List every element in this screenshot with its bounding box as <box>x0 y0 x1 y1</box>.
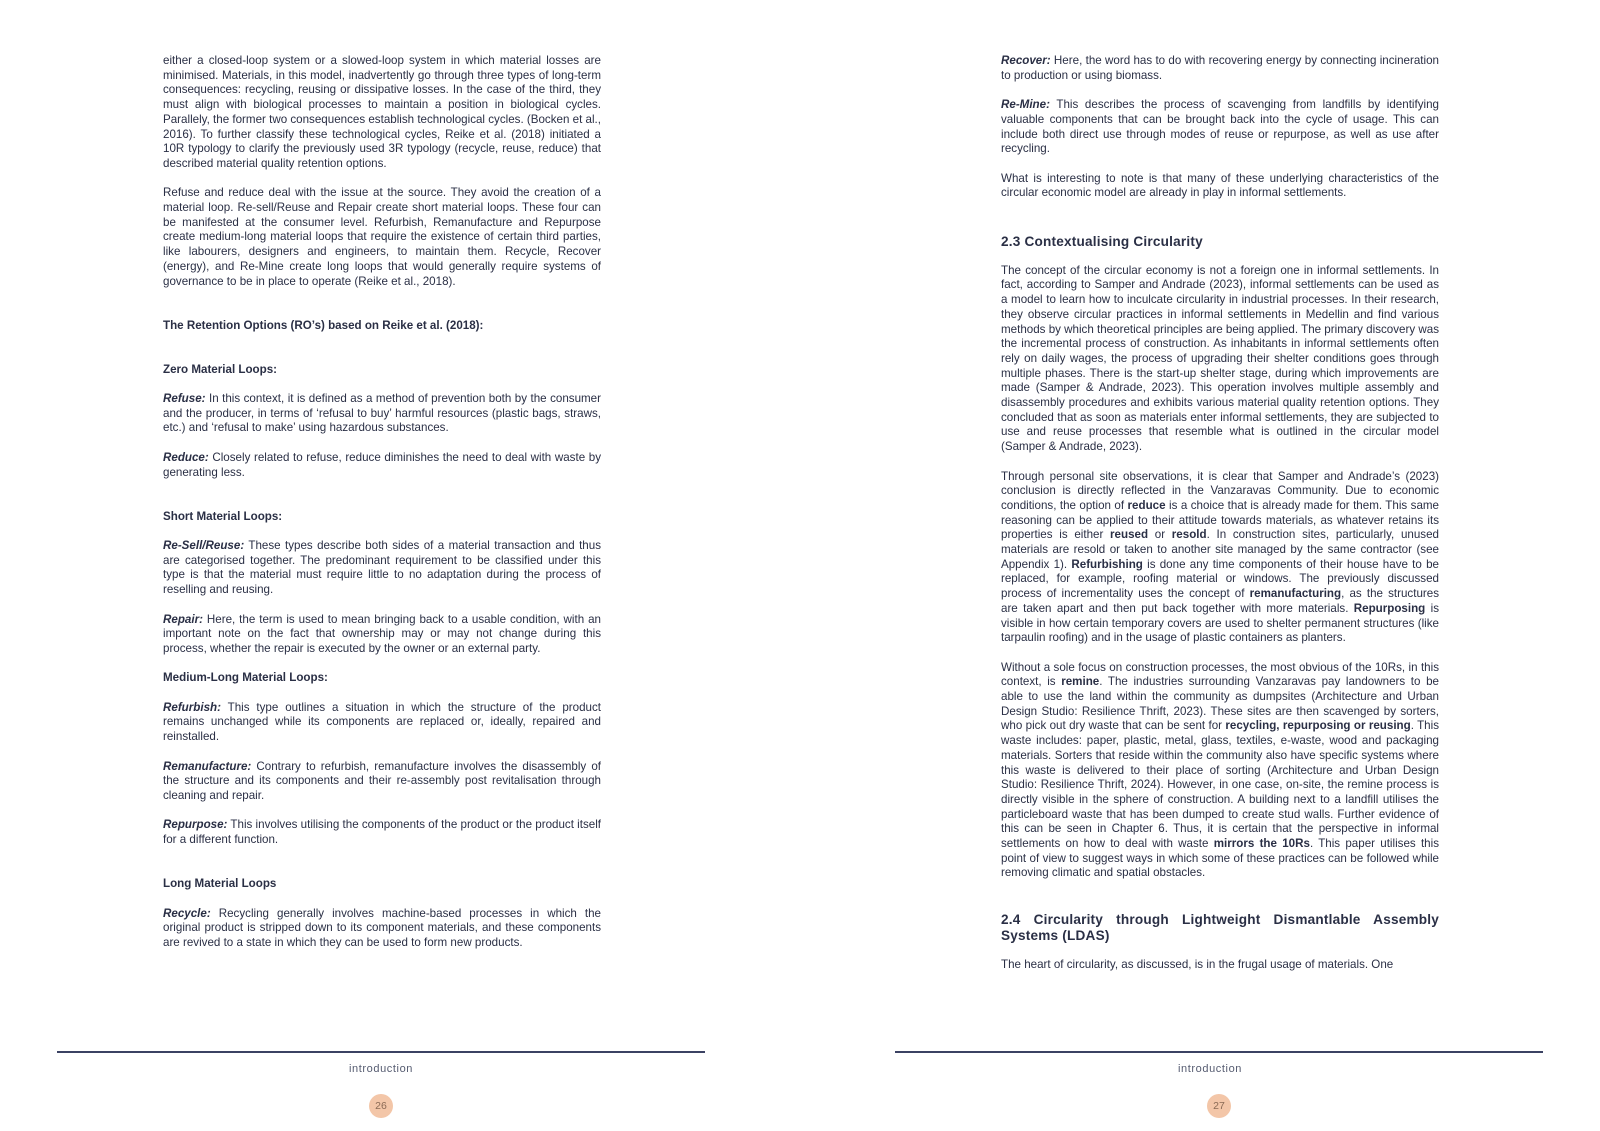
heading-retention-options: The Retention Options (RO’s) based on Reike et al. (2018): <box>163 318 484 332</box>
paragraph-observations <box>1001 470 1439 646</box>
section-heading-2-4: 2.4 Circularity through Lightweight Dismantlable Assembly Systems (LDAS) <box>1001 911 1439 943</box>
emphasis-remine: remine <box>1061 675 1100 689</box>
definition-remanufacture <box>163 760 601 804</box>
right-page <box>800 0 1600 1131</box>
text-run: is done any time components of their house have to be replaced, for example, roofing material or windows. The previously discussed process of incrementality uses the concept of <box>1001 557 1439 601</box>
text-run: or <box>1148 528 1172 542</box>
emphasis-refurbishing: Refurbishing <box>1071 557 1143 571</box>
definition-recycle <box>163 907 601 951</box>
definition-repair <box>163 613 601 657</box>
term-recycle: Recycle: <box>163 906 211 920</box>
emphasis-resold: resold <box>1171 528 1207 542</box>
text-run: . In construction sites, particularly, unused materials are resold or taken to another site managed by the same contractor (see Appendix 1). <box>1001 528 1439 571</box>
emphasis-reduce: reduce <box>1127 498 1166 512</box>
text-run: . This waste includes: paper, plastic, metal, glass, textiles, e-waste, wood and packaging materials. Sorters that reside within the community also have specific systems where this waste is delivered to their place of sorting (Architecture and Urban Design Studio: Resilience Thrift, 2024). However, in one case, on-site, the remine process is directly visible in the sphere of construction. A building next to a landfill utilises the particleboard waste that has been dumped to create stud walls. Further evidence of this can be seen in Chapter 6. Thus, it is certain that the perspective in informal settlements on how to deal with waste <box>1001 719 1439 851</box>
definition-text: Contrary to refurbish, remanufacture involves the disassembly of the structure and its components and their re-assembly post revitalisation through cleaning and repair. <box>163 759 601 802</box>
definition-text: In this context, it is defined as a method of prevention both by the consumer and the producer, in terms of ‘refusal to buy’ harmful resources (plastic bags, straws, etc.) and ‘refusal to make’ using hazardous substances. <box>163 392 601 435</box>
emphasis-recycling: recycling, repurposing or reusing <box>1225 719 1411 733</box>
paragraph: Refuse and reduce deal with the issue at the source. They avoid the creation of a material loop. Re-sell/Reuse and Repair create short material loops. These four can be manifested at the consumer level. Refurbish, Remanufacture and Repurpose create medium-long material loops that require the existence of certain third parties, like labourers, designers and engineers, to maintain them. Recycle, Recover (energy), and Re-Mine create long loops that would generally require systems of governance to be in place to operate (Reike et al., 2018). <box>163 186 601 288</box>
term-resell: Re-Sell/Reuse: <box>163 539 245 553</box>
term-repair: Repair: <box>163 612 203 626</box>
term-recover: Recover: <box>1001 54 1051 67</box>
heading-short-loops: Short Material Loops: <box>163 509 283 523</box>
emphasis-repurposing: Repurposing <box>1353 601 1426 615</box>
definition-resell <box>163 539 601 598</box>
text-run: Through personal site observations, it is clear that Samper and Andrade’s (2023) conclusion is directly reflected in the Vanzaravas Community. Due to economic conditions, the option of <box>1001 469 1439 512</box>
term-remine: Re-Mine: <box>1001 98 1050 112</box>
page-number-badge: 27 <box>1207 1094 1231 1118</box>
footer-rule <box>57 1051 705 1053</box>
definition-text: Recycling generally involves machine-based processes in which the original product is stripped down to its component materials, and these components are revived to a state in which they can be used to form new products. <box>163 906 601 949</box>
text-run: Without a sole focus on construction processes, the most obvious of the 10Rs, in this context, is <box>1001 660 1439 689</box>
definition-refurbish <box>163 701 601 745</box>
term-remanufacture: Remanufacture: <box>163 759 252 773</box>
section-heading-2-3: 2.3 Contextualising Circularity <box>1001 233 1203 249</box>
definition-text: This involves utilising the components of the product or the product itself for a different function. <box>163 818 601 847</box>
paragraph: The heart of circularity, as discussed, is in the frugal usage of materials. One <box>1001 957 1394 971</box>
definition-text: This describes the process of scavenging from landfills by identifying valuable components that can be brought back into the cycle of usage. This can include both direct use through modes of reuse or repurpose, as well as use after recycling. <box>1001 98 1439 156</box>
running-footer: introduction <box>348 1063 414 1075</box>
text-run: . The industries surrounding Vanzaravas pay landowners to be able to use the land within the community as dumpsites (Architecture and Urban Design Studio: Resilience Thrift, 2023). These sites are then scavenged by sorters, who pick out dry waste that can be sent for <box>1001 675 1439 733</box>
left-text-column <box>163 54 601 951</box>
text-run: is a choice that is already made for them. This same reasoning can be applied to their attitude towards materials, as whatever retains its properties is either <box>1001 498 1439 542</box>
definition-remine <box>1001 98 1439 157</box>
term-reduce: Reduce: <box>163 450 209 464</box>
term-repurpose: Repurpose: <box>163 818 228 832</box>
definition-recover <box>1001 54 1439 83</box>
emphasis-reused: reused <box>1110 528 1149 542</box>
paragraph: What is interesting to note is that many of these underlying characteristics of the circular economic model are already in play in informal settlements. <box>1001 171 1439 200</box>
text-run: . This paper utilises this point of view to suggest ways in which some of these practices can be followed while removing climatic and spatial obstacles. <box>1001 837 1439 880</box>
emphasis-mirrors: mirrors the 10Rs <box>1213 837 1310 851</box>
heading-long-loops: Long Material Loops <box>163 877 277 891</box>
definition-text: These types describe both sides of a material transaction and thus are categorised together. The predominant requirement to be classified under this type is that the material must require little to no adaptation during the process of reselling and reusing. <box>163 539 601 597</box>
term-refuse: Refuse: <box>163 392 206 406</box>
paragraph: either a closed-loop system or a slowed-loop system in which material losses are minimised. Materials, in this model, inadvertently go through three types of long-term consequences: recycling, reusing or dissipative losses. In the case of the third, they must align with biological processes to maintain a position in biological cycles. Parallely, the former two consequences establish technological cycles. (Bocken et al., 2016). To further classify these technological cycles, Reike et al. (2018) initiated a 10R typology to clarify the previously used 3R typology (recycle, reuse, reduce) that described material quality retention options. <box>163 54 601 170</box>
text-run: is visible in how certain temporary covers are used to shelter permanent structures (like tarpaulin roofing) and in the usage of plastic containers as planters. <box>1001 601 1439 645</box>
text-run: , as the structures are taken apart and then put back together with more materials. <box>1001 587 1439 615</box>
definition-text: Here, the word has to do with recovering energy by connecting incineration to production or using biomass. <box>1001 54 1439 82</box>
paragraph-without-focus <box>1001 661 1439 882</box>
paragraph: The concept of the circular economy is not a foreign one in informal settlements. In fact, according to Samper and Andrade (2023), informal settlements can be used as a model to learn how to inculcate circularity in industrial processes. In their research, they observe circular practices in informal settlements in Medellin and find various methods by which theoretical principles are being applied. The primary discovery was the incremental process of construction. As inhabitants in informal settlements often rely on daily wages, the process of upgrading their shelter conditions goes through multiple phases. There is the start-up shelter stage, during which improvements are made (Samper & Andrade, 2023). This operation involves multiple assembly and disassembly procedures and exhibits various material quality retention options. They concluded that as soon as materials enter informal settlements, they are subjected to use and reuse processes that resemble what is outlined in the circular model (Samper & Andrade, 2023). <box>1001 263 1439 454</box>
definition-repurpose <box>163 818 601 847</box>
definition-text: Closely related to refuse, reduce diminishes the need to deal with waste by generating less. <box>163 450 601 479</box>
emphasis-remanufacturing: remanufacturing <box>1249 587 1342 601</box>
term-refurbish: Refurbish: <box>163 700 221 714</box>
definition-text: This type outlines a situation in which the structure of the product remains unchanged while its components are replaced or, ideally, repaired and reinstalled. <box>163 700 601 744</box>
footer-rule <box>895 1051 1543 1053</box>
right-text-column <box>1001 54 1439 973</box>
definition-refuse <box>163 392 601 436</box>
heading-medium-loops: Medium-Long Material Loops: <box>163 671 328 685</box>
definition-text: Here, the term is used to mean bringing back to a usable condition, with an important note on the fact that ownership may or may not change during this process, whether the repair is executed by the owner or an external party. <box>163 612 601 655</box>
heading-zero-loops: Zero Material Loops: <box>163 362 278 376</box>
definition-reduce <box>163 451 601 480</box>
running-footer: introduction <box>1177 1063 1243 1075</box>
page-number-badge: 26 <box>369 1094 393 1118</box>
